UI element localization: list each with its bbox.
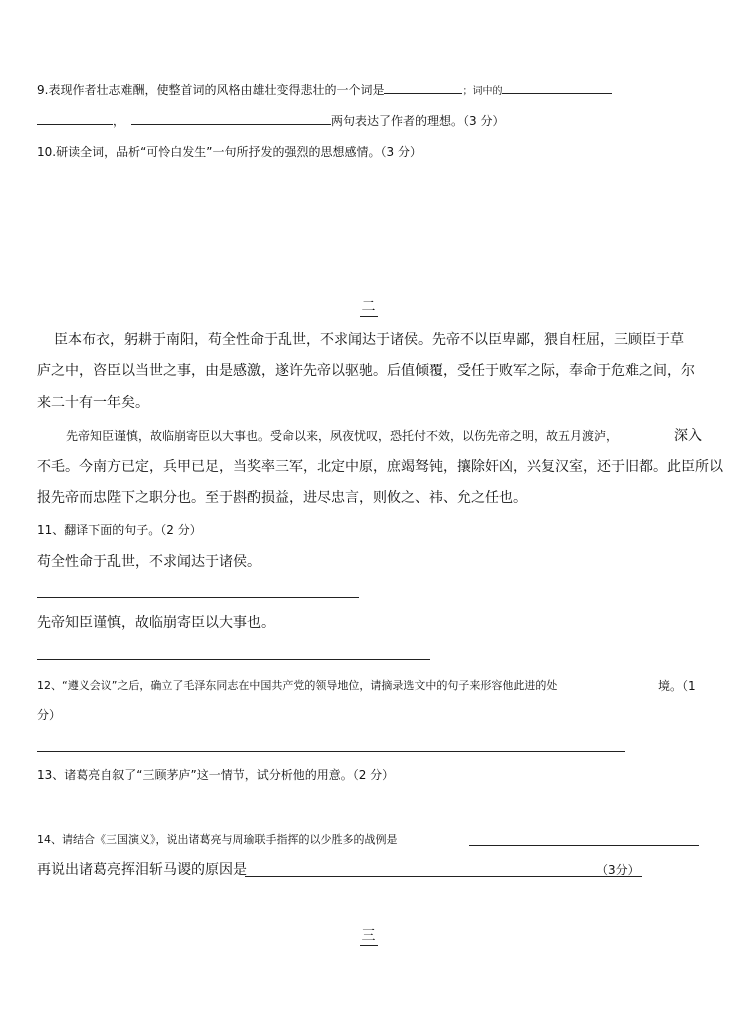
q12-line1: 12、“遵义会议”之后，确立了毛泽东同志在中国共产党的领导地位，请摘录选文中的句子来形容他此进的处 <box>37 679 558 692</box>
q11-sentence-2: 先帝知臣谨慎，故临崩寄臣以大事也。 <box>37 615 275 631</box>
section-3-title <box>0 925 737 946</box>
q9-line2 <box>37 111 504 130</box>
passage-p1-line3: 来二十有一年矣。 <box>37 395 149 411</box>
section-3-title-text: 三 <box>360 925 378 946</box>
q14-line1: 14、请结合《三国演义》，说出诸葛亮与周瑜联手指挥的以少胜多的战例是 <box>37 833 398 846</box>
section-2-title <box>0 296 737 317</box>
q9-blank-2[interactable] <box>502 80 612 94</box>
q11-sentence-1: 苟全性命于乱世，不求闻达于诸侯。 <box>37 554 261 570</box>
q13-prompt: 13、诸葛亮自叙了“三顾茅庐”这一情节，试分析他的用意。（2 分） <box>37 768 395 782</box>
q10-prompt: 10.研读全词，品析“可怜白发生”一句所抒发的强烈的思想感情。（3 分） <box>37 145 422 159</box>
q9-text-part1: 9.表现作者壮志难酬，使整首词的风格由雄壮变得悲壮的一个词是 <box>37 83 385 97</box>
q11-title: 11、翻译下面的句子。（2 分） <box>37 523 202 537</box>
q11-answer-line-2[interactable] <box>37 659 430 660</box>
passage-p1-line1: 臣本布衣，躬耕于南阳，苟全性命于乱世，不求闻达于诸侯。先帝不以臣卑鄙，猥自枉屈，三顾臣于草 <box>54 332 684 348</box>
q12-line2: 分） <box>37 708 62 722</box>
q9-blank-4[interactable] <box>131 111 331 125</box>
passage-p2-line1: 先帝知臣谨慎，故临崩寄臣以大事也。受命以来，夙夜忧叹，恐托付不效，以伤先帝之明，故五月渡泸， <box>66 429 619 443</box>
q11-answer-line-1[interactable] <box>37 597 359 598</box>
q12-answer-line[interactable] <box>37 751 625 752</box>
passage-p2-line1-end: 深入 <box>674 428 702 444</box>
q9-text-part4: 两句表达了作者的理想。（3 分） <box>331 114 505 128</box>
q9-blank-1[interactable] <box>384 80 462 94</box>
section-2-title-text: 二 <box>360 296 378 317</box>
passage-p1-line2: 庐之中，咨臣以当世之事，由是感激，遂许先帝以驱驰。后值倾覆，受任于败军之际，奉命于危难之间，尔 <box>37 363 695 379</box>
passage-p2-line2: 不毛。今南方已定，兵甲已足，当奖率三军，北定中原，庶竭驽钝，攘除奸凶，兴复汉室，还于旧都。此臣所以 <box>37 459 723 475</box>
q9-blank-3[interactable] <box>37 111 113 125</box>
q14-line2: 再说出诸葛亮挥泪斩马谡的原因是 <box>37 862 247 878</box>
q9-line1 <box>37 80 612 101</box>
q9-text-part3: ， <box>113 114 126 128</box>
q12-line1-end: 境。（1 <box>658 679 696 693</box>
passage-p2-line3: 报先帝而忠陛下之职分也。至于斟酌损益，进尽忠言，则攸之、祎、允之任也。 <box>37 490 527 506</box>
q14-answer-line-2[interactable] <box>245 876 642 877</box>
q14-score: （3分） <box>596 863 640 877</box>
q14-answer-line-1[interactable] <box>469 845 699 846</box>
q9-text-part2: ；词中的 <box>462 86 503 97</box>
